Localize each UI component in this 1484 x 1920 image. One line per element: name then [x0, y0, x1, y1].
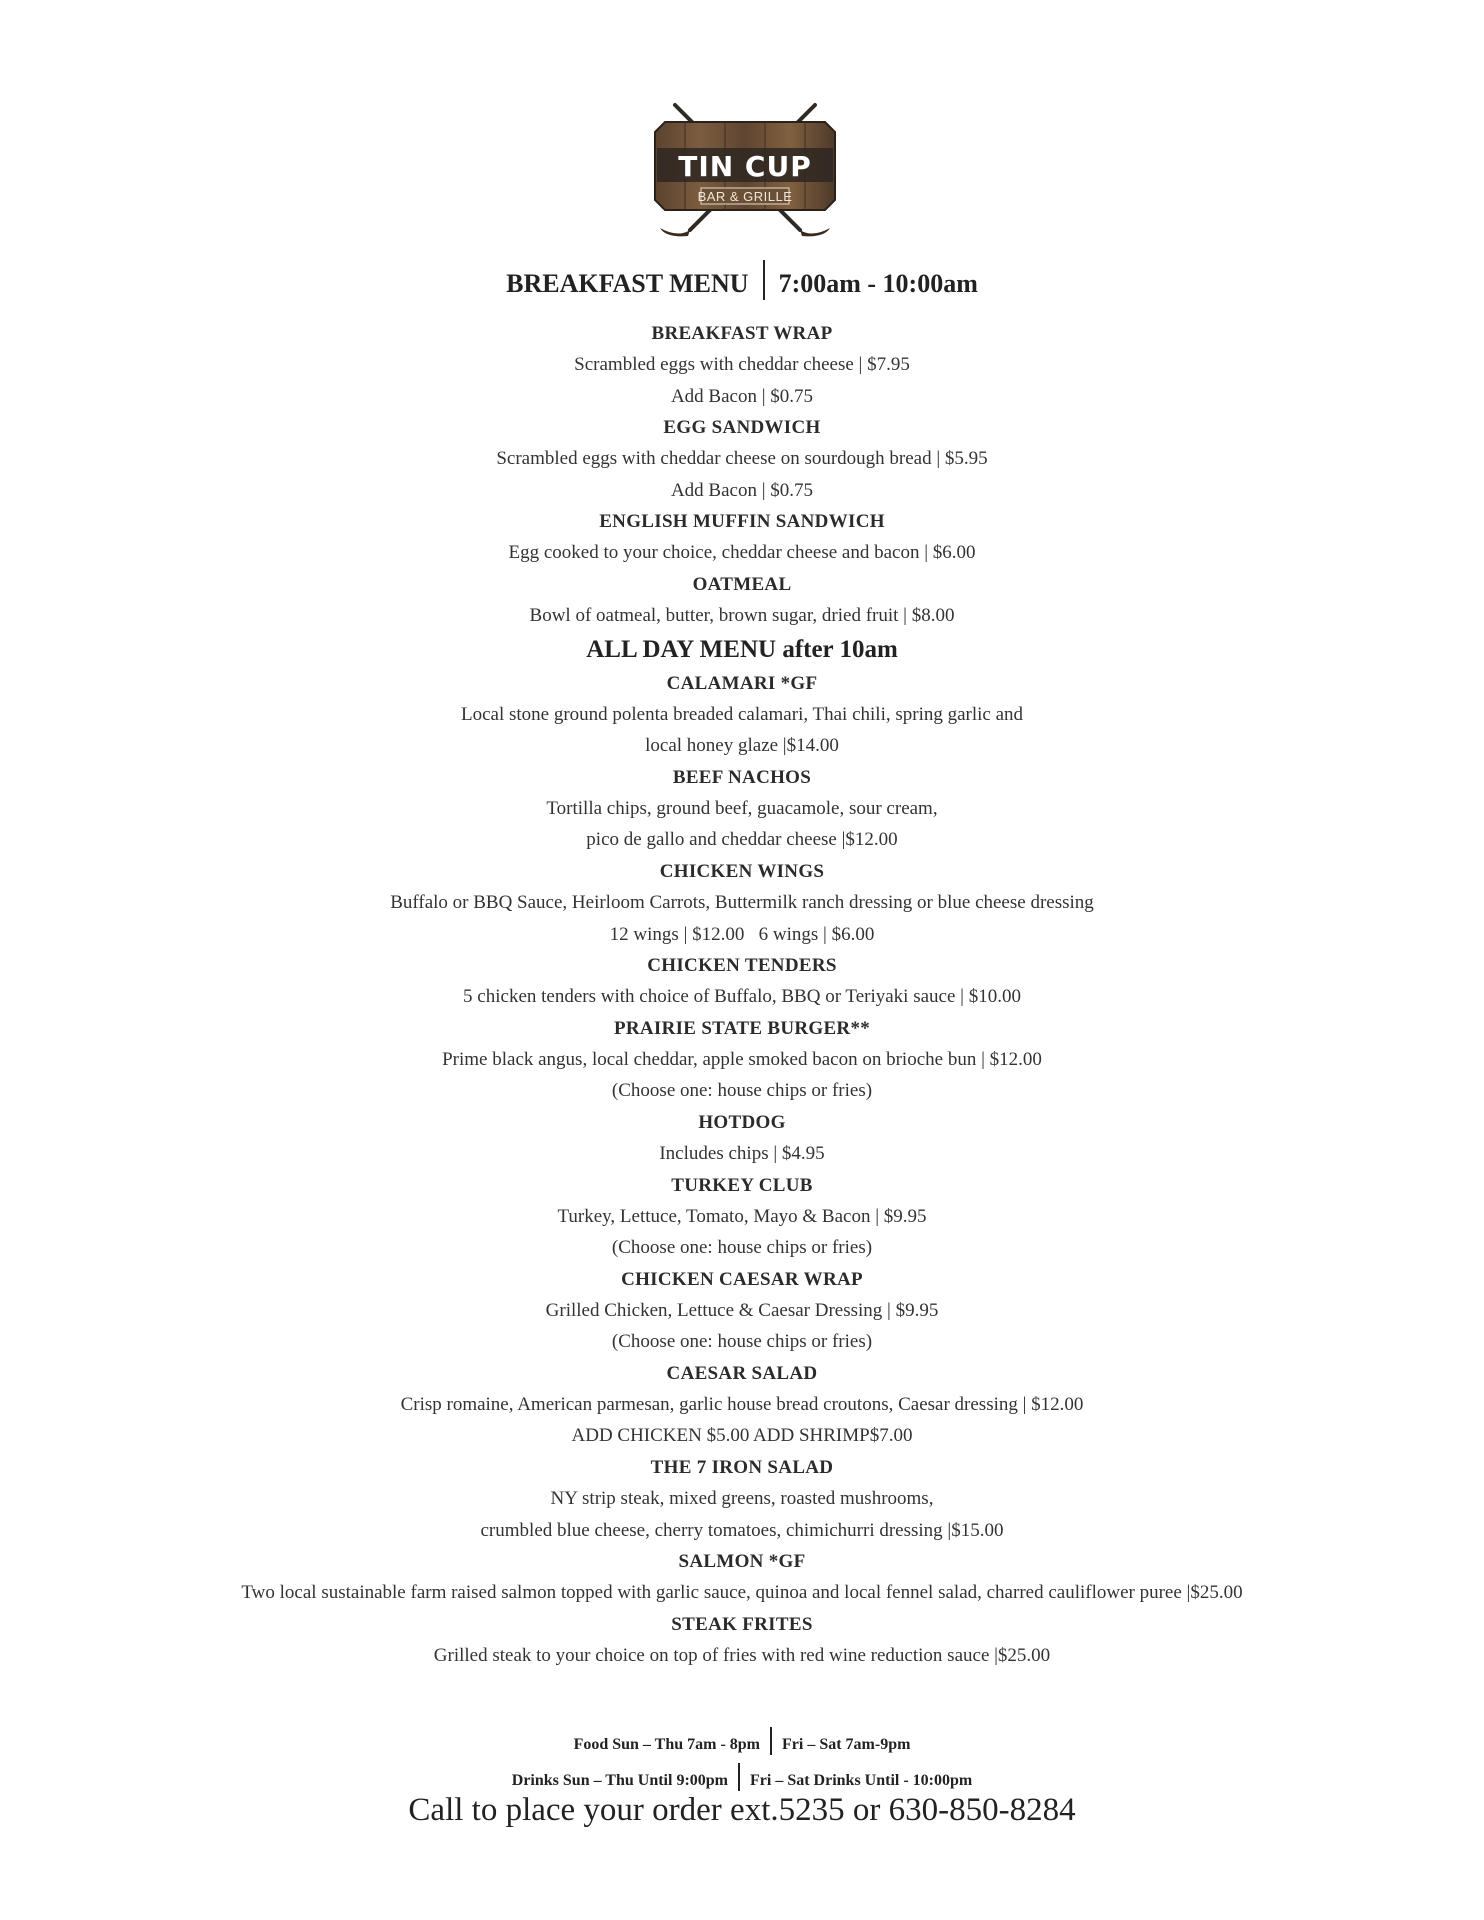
item-description: Bowl of oatmeal, butter, brown sugar, dried fruit | $8.00 [529, 604, 955, 626]
tin-cup-logo [635, 100, 855, 250]
item-description: Crisp romaine, American parmesan, garlic house bread croutons, Caesar dressing | $12.00 [400, 1393, 1084, 1415]
breakfast-hours: 7:00am - 10:00am [778, 269, 978, 298]
item-english-muffin-sandwich: ENGLISH MUFFIN SANDWICH [599, 511, 885, 533]
item-description: Buffalo or BBQ Sauce, Heirloom Carrots, Buttermilk ranch dressing or blue cheese dressing [390, 891, 1094, 913]
item-chicken-tenders: CHICKEN TENDERS [647, 955, 837, 977]
item-description: crumbled blue cheese, cherry tomatoes, chimichurri dressing |$15.00 [480, 1519, 1004, 1541]
item-side-choice: (Choose one: house chips or fries) [611, 1080, 873, 1102]
food-hours [0, 1727, 1484, 1755]
breakfast-heading [0, 260, 1484, 300]
item-calamari: CALAMARI *GF [666, 672, 818, 694]
item-description: local honey glaze |$14.00 [645, 735, 839, 757]
item-addon: ADD CHICKEN $5.00 ADD SHRIMP$7.00 [571, 1425, 913, 1447]
item-description: Grilled steak to your choice on top of fries with red wine reduction sauce |$25.00 [433, 1644, 1051, 1666]
item-hotdog: HOTDOG [698, 1111, 786, 1133]
item-description: Local stone ground polenta breaded calamari, Thai chili, spring garlic and [460, 703, 1024, 725]
item-turkey-club: TURKEY CLUB [671, 1174, 813, 1196]
item-description: NY strip steak, mixed greens, roasted mushrooms, [550, 1488, 934, 1510]
item-description: Two local sustainable farm raised salmon topped with garlic sauce, quinoa and local fennel salad, charred cauliflower puree |$25.00 [241, 1582, 1243, 1604]
item-description: Scrambled eggs with cheddar cheese | $7.95 [574, 354, 910, 375]
logo-graphic [635, 100, 855, 250]
item-caesar-salad: CAESAR SALAD [666, 1362, 818, 1384]
item-7-iron-salad: THE 7 IRON SALAD [650, 1457, 834, 1479]
item-oatmeal: OATMEAL [692, 573, 792, 595]
drink-hours-weekday: Drinks Sun – Thu Until 9:00pm [511, 1772, 728, 1789]
item-price: 12 wings | $12.00 6 wings | $6.00 [609, 923, 875, 945]
item-steak-frites: STEAK FRITES [671, 1613, 813, 1635]
item-prairie-state-burger: PRAIRIE STATE BURGER** [613, 1017, 871, 1039]
food-hours-weekend: Fri – Sat 7am-9pm [782, 1736, 911, 1753]
item-description: Grilled Chicken, Lettuce & Caesar Dressing | $9.95 [545, 1299, 939, 1321]
item-chicken-wings: CHICKEN WINGS [659, 860, 825, 882]
breakfast-title: BREAKFAST MENU [506, 269, 749, 298]
call-to-order: Call to place your order ext.5235 or 630-850-8284 [408, 1792, 1076, 1828]
item-addon: Add Bacon | $0.75 [670, 479, 814, 501]
logo-tagline: BAR & GRILLE [697, 189, 793, 204]
drink-hours-weekend: Fri – Sat Drinks Until - 10:00pm [750, 1772, 973, 1789]
item-description: 5 chicken tenders with choice of Buffalo, BBQ or Teriyaki sauce | $10.00 [463, 986, 1021, 1008]
item-description: Includes chips | $4.95 [659, 1142, 825, 1164]
menu-body [0, 318, 1484, 1671]
item-salmon: SALMON *GF [678, 1551, 806, 1573]
drink-hours [0, 1763, 1484, 1791]
item-beef-nachos: BEEF NACHOS [672, 766, 812, 788]
item-breakfast-wrap: BREAKFAST WRAP [651, 323, 833, 344]
item-description: pico de gallo and cheddar cheese |$12.00 [586, 829, 898, 851]
item-description: Prime black angus, local cheddar, apple smoked bacon on brioche bun | $12.00 [442, 1048, 1042, 1070]
item-chicken-caesar-wrap: CHICKEN CAESAR WRAP [621, 1268, 863, 1290]
hours-divider [738, 1763, 740, 1791]
logo-name: TIN CUP [678, 150, 812, 183]
item-description: Scrambled eggs with cheddar cheese on sourdough bread | $5.95 [496, 448, 988, 470]
allday-heading: ALL DAY MENU after 10am [586, 635, 898, 663]
hours-divider [770, 1727, 772, 1755]
food-hours-weekday: Food Sun – Thu 7am - 8pm [573, 1736, 760, 1753]
item-egg-sandwich: EGG SANDWICH [663, 417, 821, 439]
item-side-choice: (Choose one: house chips or fries) [611, 1237, 873, 1259]
item-addon: Add Bacon | $0.75 [670, 385, 814, 407]
heading-divider [763, 260, 765, 300]
item-description: Turkey, Lettuce, Tomato, Mayo & Bacon | $9.95 [557, 1205, 927, 1227]
item-description: Egg cooked to your choice, cheddar cheese and bacon | $6.00 [508, 542, 976, 564]
item-side-choice: (Choose one: house chips or fries) [611, 1331, 873, 1353]
item-description: Tortilla chips, ground beef, guacamole, sour cream, [546, 797, 938, 819]
